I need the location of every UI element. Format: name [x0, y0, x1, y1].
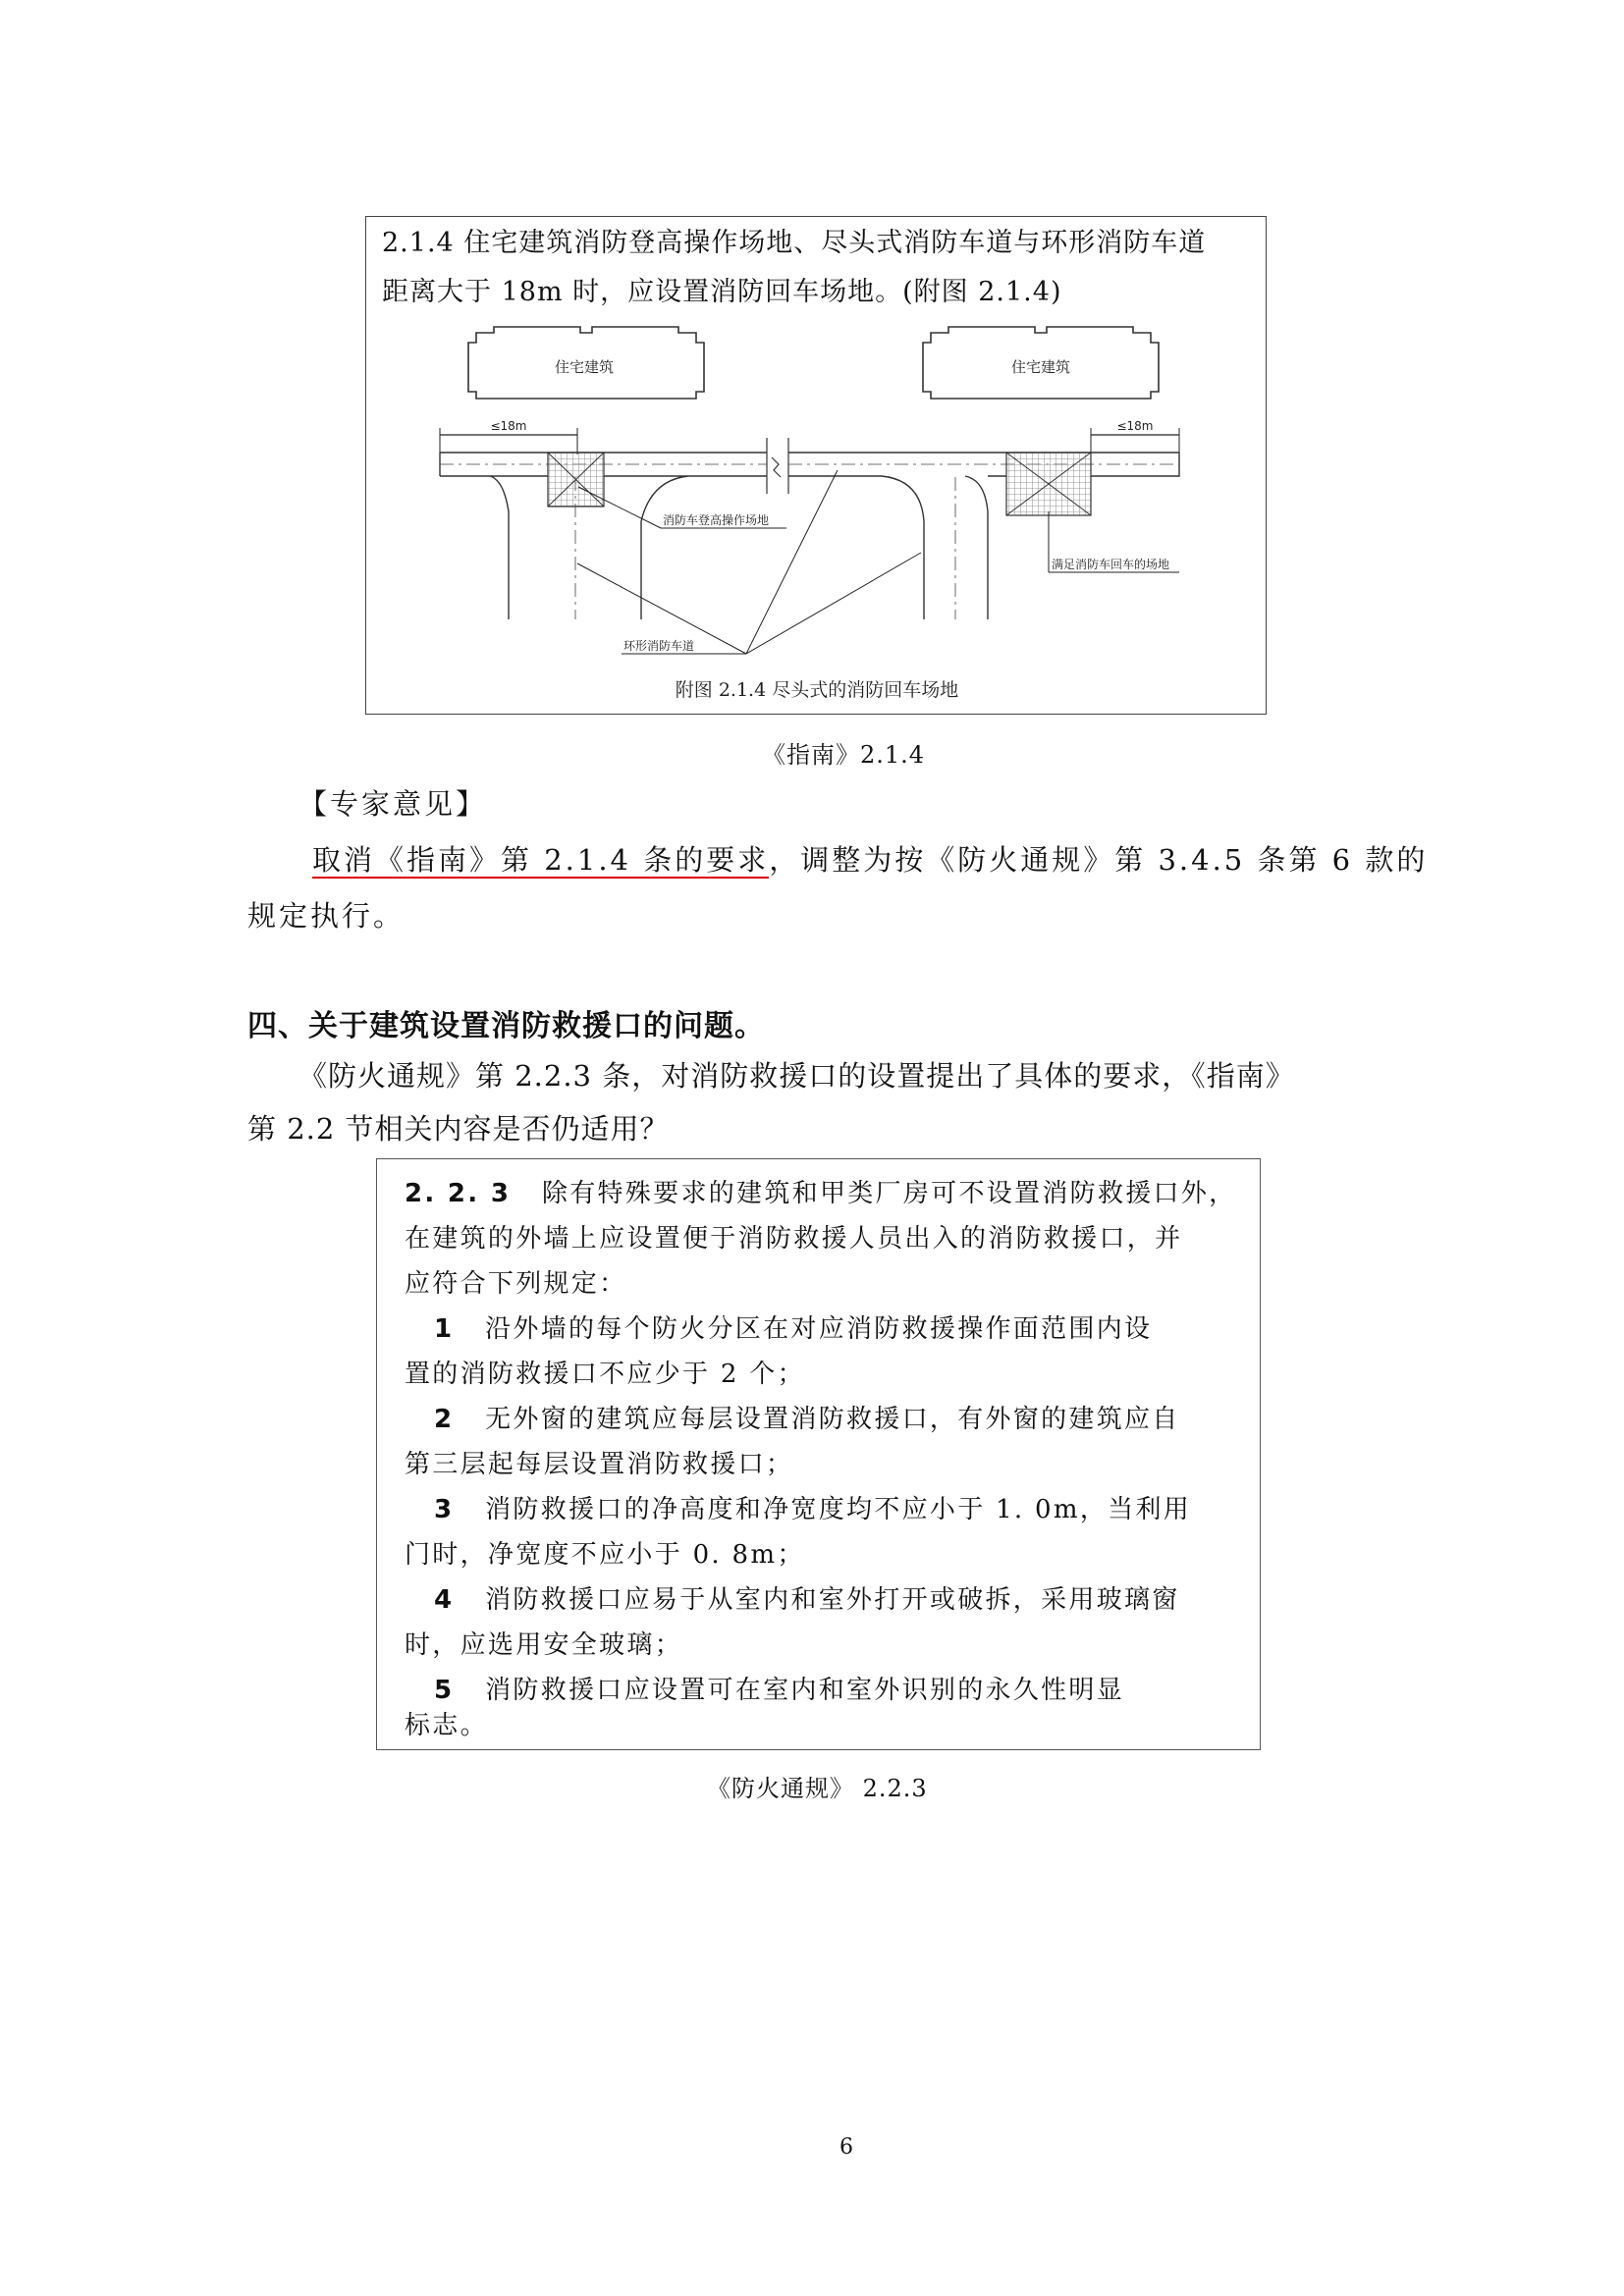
dim-right-label: ≤18m	[1116, 419, 1154, 433]
expert-line2: 规定执行。	[247, 899, 406, 933]
code-item-5: 5 消防救援口应设置可在室内和室外识别的永久性明显	[434, 1676, 1125, 1705]
code-line-6: 第三层起每层设置消防救援口；	[405, 1450, 794, 1479]
expert-heading: 【专家意见】	[298, 787, 488, 821]
code-line-1: 在建筑的外墙上应设置便于消防救援人员出入的消防救援口，并	[405, 1224, 1183, 1254]
code-line-12: 标志。	[405, 1711, 488, 1740]
page-number: 6	[839, 2135, 853, 2160]
section4-para-line1: 《防火通规》第 2.2.3 条，对消防救援口的设置提出了具体的要求，《指南》	[298, 1059, 1295, 1093]
label-platform: 消防车登高操作场地	[663, 513, 770, 527]
code-line-8: 门时，净宽度不应小于 0. 8m；	[405, 1540, 805, 1570]
label-ring-road: 环形消防车道	[623, 639, 695, 653]
code-item-1: 1 沿外墙的每个防火分区在对应消防救援操作面范围内设	[434, 1314, 1153, 1344]
code-line-4: 置的消防救援口不应少于 2 个；	[405, 1360, 805, 1389]
turnaround-diagram	[366, 217, 1268, 716]
code-line-0: 2. 2. 3 除有特殊要求的建筑和甲类厂房可不设置消防救援口外，	[405, 1179, 1237, 1208]
code-item-4: 4 消防救援口应易于从室内和室外打开或破拆，采用玻璃窗	[434, 1585, 1180, 1615]
section4-heading: 四、关于建筑设置消防救援口的问题。	[247, 1009, 765, 1043]
code-item-2: 2 无外窗的建筑应每层设置消防救援口，有外窗的建筑应自	[434, 1405, 1180, 1434]
code-line-2: 应符合下列规定：	[405, 1269, 627, 1299]
building-left-label: 住宅建筑	[554, 358, 615, 376]
dim-left-label: ≤18m	[490, 419, 527, 433]
expert-line1	[312, 838, 1428, 879]
code-caption: 《防火通规》 2.2.3	[707, 1775, 928, 1802]
code-line-10: 时，应选用安全玻璃；	[405, 1630, 683, 1660]
code-clause-num: 2. 2. 3	[405, 1179, 512, 1208]
road-bottom-middle	[688, 476, 924, 619]
code-clause-box	[376, 1158, 1261, 1750]
expert-underlined: 取消《指南》第 2.1.4 条的要求	[312, 843, 770, 877]
label-turnaround: 满足消防车回车的场地	[1052, 558, 1170, 571]
road-bottom-left-inner	[490, 476, 509, 619]
guide-caption: 《指南》2.1.4	[762, 741, 926, 769]
section4-para-line2: 第 2.2 节相关内容是否仍适用？	[247, 1112, 670, 1146]
guide-clause-line1: 2.1.4 住宅建筑消防登高操作场地、尽头式消防车道与环形消防车道	[382, 228, 1207, 258]
guide-clause-line2: 距离大于 18m 时，应设置消防回车场地。(附图 2.1.4)	[382, 277, 1062, 307]
building-right-label: 住宅建筑	[1010, 358, 1071, 376]
guide-figure-box	[365, 216, 1267, 715]
figure-caption: 附图 2.1.4 尽头式的消防回车场地	[675, 679, 959, 701]
expert-line1-rest: ，调整为按《防火通规》第 3.4.5 条第 6 款的	[769, 843, 1429, 877]
code-item-3: 3 消防救援口的净高度和净宽度均不应小于 1. 0m，当利用	[434, 1495, 1192, 1524]
